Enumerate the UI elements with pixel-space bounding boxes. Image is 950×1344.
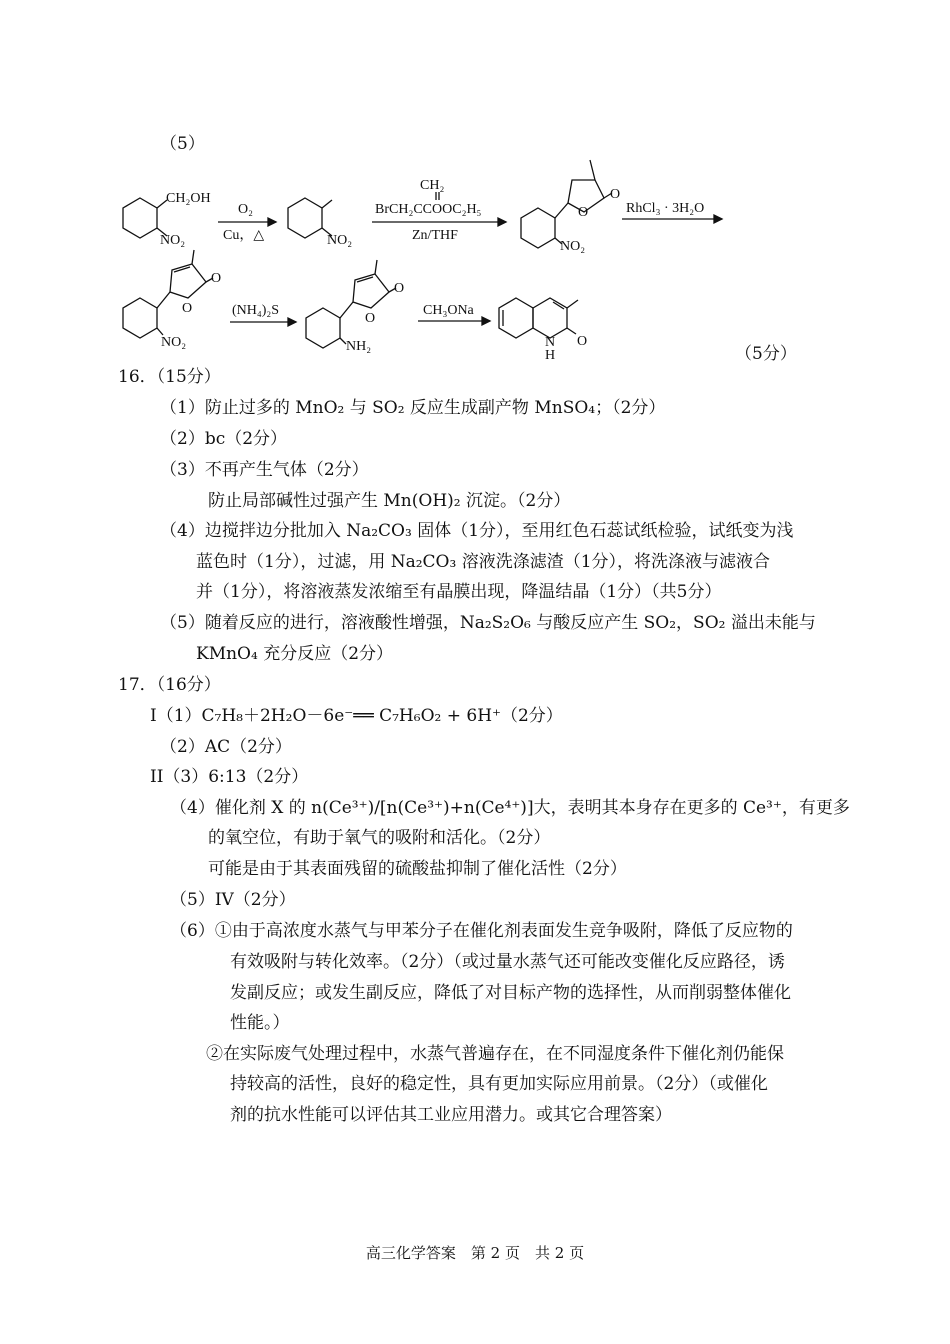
- m6-carbonyl-oxygen: O: [577, 334, 588, 349]
- benzene-ring-4: [123, 298, 157, 338]
- q16-heading: 16．（15分）: [118, 367, 221, 387]
- arrow2-top-1: CH₂: [420, 178, 445, 193]
- m1-substituent: CH₂OH: [166, 191, 211, 206]
- q17-part6-point2: ②在实际废气处理过程中，水蒸气普遍存在，在不同湿度条件下催化剂仍能保: [206, 1044, 784, 1064]
- q16-part4-line3: 并（1分），将溶液蒸发浓缩至有晶膜出现，降温结晶（1分）（共5分）: [196, 582, 722, 602]
- m2-nitro: NO₂: [327, 233, 353, 248]
- q17-part3: II（3）6:13（2分）: [150, 767, 309, 787]
- q16-part4-line2: 蓝色时（1分），过滤，用 Na₂CO₃ 溶液洗涤滤渣（1分），将洗涤液与滤液合: [196, 552, 771, 572]
- q17-part5: （5）IV（2分）: [170, 890, 296, 910]
- q17-part6-line4: 性能。）: [230, 1013, 290, 1033]
- q17-part6-point2-line2: 持较高的活性，良好的稳定性，具有更加实际应用前景。（2分）（或催化: [230, 1074, 768, 1094]
- arrow4-top: (NH₄)₂S: [232, 303, 280, 318]
- q17-part4-line2: 的氧空位，有助于氧气的吸附和活化。（2分）: [208, 828, 551, 848]
- m3-carbonyl-oxygen: O: [610, 187, 621, 202]
- arrow2-top-2: BrCH₂CCOOC₂H₅: [375, 202, 482, 217]
- m5-ring-oxygen: O: [365, 311, 376, 326]
- q15-score: （5分）: [735, 344, 797, 364]
- lactone-ring-5: [353, 274, 389, 308]
- q16-part3: （3）不再产生气体（2分）: [160, 460, 369, 480]
- q17-part6-line3: 发副反应；或发生副反应，降低了对目标产物的选择性，从而削弱整体催化: [230, 983, 791, 1003]
- benzene-ring-2: [288, 198, 322, 238]
- benzene-ring-1: [123, 198, 157, 238]
- q17-heading: 17．（16分）: [118, 675, 221, 695]
- q17-part6: （6）①由于高浓度水蒸气与甲苯分子在催化剂表面发生竞争吸附，降低了反应物的: [170, 921, 793, 941]
- q17-part4: （4）催化剂 X 的 n(Ce³⁺)/[n(Ce³⁺)+n(Ce⁴⁺)]大，表明其本身存在更多的 Ce³⁺，有更多: [170, 798, 850, 818]
- arrow1-bottom: Cu，△: [223, 228, 265, 243]
- reaction-scheme: [0, 0, 950, 370]
- q17-part1: I（1）C₇H₈＋2H₂O－6e⁻══ C₇H₆O₂ + 6H⁺（2分）: [150, 706, 563, 726]
- m5-carbonyl-oxygen: O: [394, 281, 405, 296]
- m3-nitro: NO₂: [560, 239, 586, 254]
- q17-part4-line3: 可能是由于其表面残留的硫酸盐抑制了催化活性（2分）: [208, 859, 627, 879]
- q16-part3-line2: 防止局部碱性过强产生 Mn(OH)₂ 沉淀。（2分）: [208, 491, 571, 511]
- q17-part6-point2-line3: 剂的抗水性能可以评估其工业应用潜力。或其它合理答案）: [230, 1105, 672, 1125]
- m6-nitrogen: N: [545, 335, 556, 350]
- q17-part6-line2: 有效吸附与转化效率。（2分）（或过量水蒸气还可能改变催化反应路径，诱: [230, 952, 785, 972]
- arrow1-top: O₂: [238, 202, 253, 217]
- q17-part2: （2）AC（2分）: [160, 737, 292, 757]
- m5-amino: NH₂: [346, 339, 372, 354]
- arrow3-top: RhCl₃ · 3H₂O: [626, 201, 705, 216]
- lactone-ring-4: [170, 264, 206, 298]
- m1-nitro: NO₂: [160, 233, 186, 248]
- benzene-ring-6: [499, 298, 533, 338]
- q16-part1: （1）防止过多的 MnO₂ 与 SO₂ 反应生成副产物 MnSO₄；（2分）: [160, 398, 666, 418]
- arrow2-bottom: Zn/THF: [412, 228, 458, 243]
- m3-ring-oxygen: O: [578, 205, 589, 220]
- q16-part5-line2: KMnO₄ 充分反应（2分）: [196, 644, 394, 664]
- benzene-ring-3: [521, 208, 555, 248]
- arrow5-top: CH₃ONa: [423, 303, 474, 318]
- q16-part5: （5）随着反应的进行，溶液酸性增强，Na₂S₂O₆ 与酸反应产生 SO₂，SO₂ 溢出未能与: [160, 613, 816, 633]
- q16-part2: （2）bc（2分）: [160, 429, 288, 449]
- q15-part-label: （5）: [160, 134, 205, 154]
- pyridone-ring-6: [533, 298, 567, 338]
- benzene-ring-5: [306, 308, 340, 348]
- page-footer: 高三化学答案 第 2 页 共 2 页: [365, 1244, 585, 1262]
- m4-nitro: NO₂: [161, 335, 187, 350]
- m4-ring-oxygen: O: [182, 301, 193, 316]
- q16-part4: （4）边搅拌边分批加入 Na₂CO₃ 固体（1分），至用红色石蕊试纸检验，试纸变为浅: [160, 521, 794, 541]
- m4-carbonyl-oxygen: O: [211, 271, 222, 286]
- m6-hydrogen: H: [545, 348, 556, 363]
